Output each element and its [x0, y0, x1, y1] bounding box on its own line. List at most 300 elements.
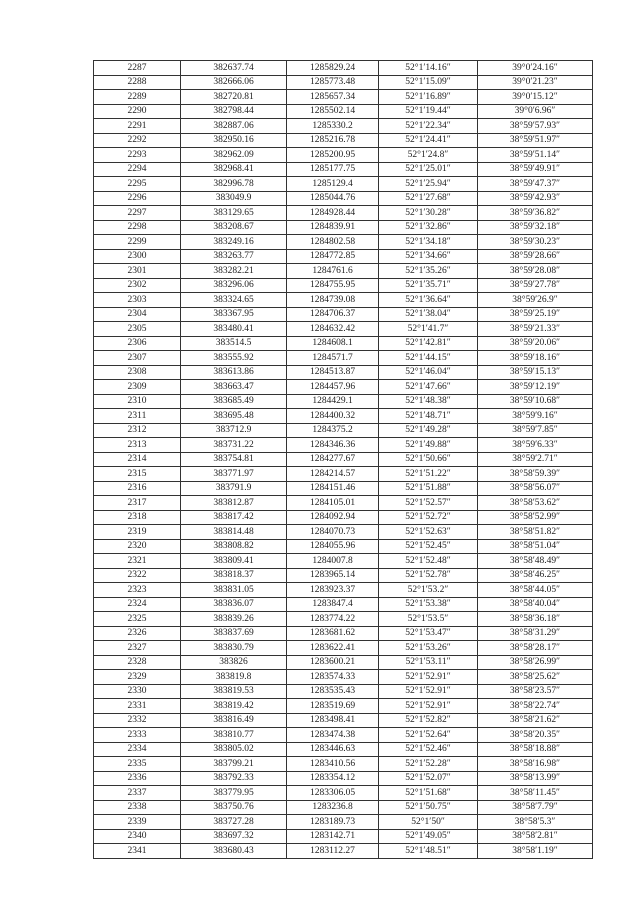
point-number-cell: 2327 — [94, 641, 181, 656]
latitude-cell: 52°1′53.47″ — [379, 626, 478, 641]
x-coordinate-cell: 383791.9 — [181, 481, 287, 496]
longitude-cell: 38°58′7.79″ — [478, 800, 593, 815]
latitude-cell: 52°1′24.8″ — [379, 148, 478, 163]
table-row — [94, 235, 593, 250]
coordinates-table — [93, 60, 593, 859]
table-row — [94, 133, 593, 148]
latitude-cell: 52°1′22.34″ — [379, 119, 478, 134]
y-coordinate-cell: 1283189.73 — [287, 815, 379, 830]
x-coordinate-cell: 383727.28 — [181, 815, 287, 830]
y-coordinate-cell: 1284151.46 — [287, 481, 379, 496]
latitude-cell: 52°1′51.88″ — [379, 481, 478, 496]
longitude-cell: 38°58′1.19″ — [478, 844, 593, 859]
latitude-cell: 52°1′36.64″ — [379, 293, 478, 308]
longitude-cell: 38°58′18.88″ — [478, 742, 593, 757]
longitude-cell: 38°58′16.98″ — [478, 757, 593, 772]
y-coordinate-cell: 1283446.63 — [287, 742, 379, 757]
table-row — [94, 467, 593, 482]
longitude-cell: 38°59′10.68″ — [478, 394, 593, 409]
longitude-cell: 38°59′18.16″ — [478, 351, 593, 366]
table-row — [94, 423, 593, 438]
table-row — [94, 336, 593, 351]
x-coordinate-cell: 383792.33 — [181, 771, 287, 786]
latitude-cell: 52°1′52.91″ — [379, 699, 478, 714]
latitude-cell: 52°1′50.75″ — [379, 800, 478, 815]
longitude-cell: 38°59′6.33″ — [478, 438, 593, 453]
y-coordinate-cell: 1285177.75 — [287, 162, 379, 177]
latitude-cell: 52°1′52.82″ — [379, 713, 478, 728]
table-row — [94, 670, 593, 685]
latitude-cell: 52°1′52.63″ — [379, 525, 478, 540]
latitude-cell: 52°1′48.71″ — [379, 409, 478, 424]
y-coordinate-cell: 1284928.44 — [287, 206, 379, 221]
longitude-cell: 38°59′36.82″ — [478, 206, 593, 221]
table-row — [94, 829, 593, 844]
table-row — [94, 655, 593, 670]
x-coordinate-cell: 383555.92 — [181, 351, 287, 366]
x-coordinate-cell: 383663.47 — [181, 380, 287, 395]
longitude-cell: 38°59′27.78″ — [478, 278, 593, 293]
point-number-cell: 2318 — [94, 510, 181, 525]
x-coordinate-cell: 383826 — [181, 655, 287, 670]
y-coordinate-cell: 1284706.37 — [287, 307, 379, 322]
y-coordinate-cell: 1283410.56 — [287, 757, 379, 772]
point-number-cell: 2309 — [94, 380, 181, 395]
point-number-cell: 2289 — [94, 90, 181, 105]
table-row — [94, 742, 593, 757]
x-coordinate-cell: 383324.65 — [181, 293, 287, 308]
x-coordinate-cell: 383809.41 — [181, 554, 287, 569]
y-coordinate-cell: 1284571.7 — [287, 351, 379, 366]
x-coordinate-cell: 382637.74 — [181, 61, 287, 76]
table-row — [94, 757, 593, 772]
x-coordinate-cell: 383805.02 — [181, 742, 287, 757]
point-number-cell: 2328 — [94, 655, 181, 670]
y-coordinate-cell: 1283142.71 — [287, 829, 379, 844]
y-coordinate-cell: 1284070.73 — [287, 525, 379, 540]
x-coordinate-cell: 383771.97 — [181, 467, 287, 482]
point-number-cell: 2310 — [94, 394, 181, 409]
point-number-cell: 2293 — [94, 148, 181, 163]
longitude-cell: 39°0′6.96″ — [478, 104, 593, 119]
latitude-cell: 52°1′15.09″ — [379, 75, 478, 90]
y-coordinate-cell: 1284055.96 — [287, 539, 379, 554]
point-number-cell: 2296 — [94, 191, 181, 206]
longitude-cell: 38°58′51.82″ — [478, 525, 593, 540]
latitude-cell: 52°1′46.04″ — [379, 365, 478, 380]
x-coordinate-cell: 383208.67 — [181, 220, 287, 235]
point-number-cell: 2308 — [94, 365, 181, 380]
table-row — [94, 612, 593, 627]
table-row — [94, 162, 593, 177]
table-row — [94, 264, 593, 279]
table-row — [94, 452, 593, 467]
x-coordinate-cell: 383836.07 — [181, 597, 287, 612]
latitude-cell: 52°1′52.46″ — [379, 742, 478, 757]
x-coordinate-cell: 383831.05 — [181, 583, 287, 598]
x-coordinate-cell: 383685.49 — [181, 394, 287, 409]
latitude-cell: 52°1′49.28″ — [379, 423, 478, 438]
longitude-cell: 39°0′15.12″ — [478, 90, 593, 105]
x-coordinate-cell: 383837.69 — [181, 626, 287, 641]
longitude-cell: 38°58′51.04″ — [478, 539, 593, 554]
latitude-cell: 52°1′34.18″ — [379, 235, 478, 250]
x-coordinate-cell: 383819.42 — [181, 699, 287, 714]
longitude-cell: 38°58′59.39″ — [478, 467, 593, 482]
longitude-cell: 38°58′44.05″ — [478, 583, 593, 598]
point-number-cell: 2317 — [94, 496, 181, 511]
latitude-cell: 52°1′35.26″ — [379, 264, 478, 279]
point-number-cell: 2305 — [94, 322, 181, 337]
y-coordinate-cell: 1284632.42 — [287, 322, 379, 337]
coordinates-table-body — [94, 61, 593, 859]
y-coordinate-cell: 1283519.69 — [287, 699, 379, 714]
table-row — [94, 148, 593, 163]
y-coordinate-cell: 1284105.01 — [287, 496, 379, 511]
y-coordinate-cell: 1284400.32 — [287, 409, 379, 424]
longitude-cell: 38°58′13.99″ — [478, 771, 593, 786]
x-coordinate-cell: 383249.16 — [181, 235, 287, 250]
longitude-cell: 38°58′48.49″ — [478, 554, 593, 569]
table-row — [94, 177, 593, 192]
y-coordinate-cell: 1283574.33 — [287, 670, 379, 685]
latitude-cell: 52°1′35.71″ — [379, 278, 478, 293]
y-coordinate-cell: 1285829.24 — [287, 61, 379, 76]
table-row — [94, 278, 593, 293]
table-row — [94, 728, 593, 743]
point-number-cell: 2307 — [94, 351, 181, 366]
latitude-cell: 52°1′52.07″ — [379, 771, 478, 786]
point-number-cell: 2295 — [94, 177, 181, 192]
table-row — [94, 322, 593, 337]
y-coordinate-cell: 1285330.2 — [287, 119, 379, 134]
x-coordinate-cell: 382968.41 — [181, 162, 287, 177]
x-coordinate-cell: 383810.77 — [181, 728, 287, 743]
y-coordinate-cell: 1283622.41 — [287, 641, 379, 656]
table-row — [94, 61, 593, 76]
y-coordinate-cell: 1284457.96 — [287, 380, 379, 395]
x-coordinate-cell: 383814.48 — [181, 525, 287, 540]
x-coordinate-cell: 383779.95 — [181, 786, 287, 801]
latitude-cell: 52°1′50.66″ — [379, 452, 478, 467]
point-number-cell: 2323 — [94, 583, 181, 598]
x-coordinate-cell: 383819.8 — [181, 670, 287, 685]
table-row — [94, 626, 593, 641]
longitude-cell: 38°58′23.57″ — [478, 684, 593, 699]
table-row — [94, 641, 593, 656]
y-coordinate-cell: 1283535.43 — [287, 684, 379, 699]
point-number-cell: 2333 — [94, 728, 181, 743]
table-row — [94, 351, 593, 366]
x-coordinate-cell: 383613.86 — [181, 365, 287, 380]
x-coordinate-cell: 383697.32 — [181, 829, 287, 844]
longitude-cell: 38°58′53.62″ — [478, 496, 593, 511]
point-number-cell: 2319 — [94, 525, 181, 540]
y-coordinate-cell: 1285200.95 — [287, 148, 379, 163]
table-row — [94, 539, 593, 554]
x-coordinate-cell: 383129.65 — [181, 206, 287, 221]
point-number-cell: 2316 — [94, 481, 181, 496]
latitude-cell: 52°1′25.01″ — [379, 162, 478, 177]
point-number-cell: 2314 — [94, 452, 181, 467]
latitude-cell: 52°1′53.38″ — [379, 597, 478, 612]
longitude-cell: 38°59′28.08″ — [478, 264, 593, 279]
x-coordinate-cell: 383731.22 — [181, 438, 287, 453]
longitude-cell: 38°58′36.18″ — [478, 612, 593, 627]
table-row — [94, 90, 593, 105]
longitude-cell: 38°59′30.23″ — [478, 235, 593, 250]
latitude-cell: 52°1′52.78″ — [379, 568, 478, 583]
latitude-cell: 52°1′44.15″ — [379, 351, 478, 366]
latitude-cell: 52°1′27.68″ — [379, 191, 478, 206]
table-row — [94, 496, 593, 511]
y-coordinate-cell: 1284214.57 — [287, 467, 379, 482]
longitude-cell: 38°59′15.13″ — [478, 365, 593, 380]
point-number-cell: 2324 — [94, 597, 181, 612]
table-row — [94, 206, 593, 221]
x-coordinate-cell: 383263.77 — [181, 249, 287, 264]
y-coordinate-cell: 1284513.87 — [287, 365, 379, 380]
y-coordinate-cell: 1285773.48 — [287, 75, 379, 90]
longitude-cell: 38°58′5.3″ — [478, 815, 593, 830]
latitude-cell: 52°1′42.81″ — [379, 336, 478, 351]
x-coordinate-cell: 383367.95 — [181, 307, 287, 322]
point-number-cell: 2301 — [94, 264, 181, 279]
point-number-cell: 2325 — [94, 612, 181, 627]
x-coordinate-cell: 383514.5 — [181, 336, 287, 351]
longitude-cell: 39°0′21.23″ — [478, 75, 593, 90]
point-number-cell: 2320 — [94, 539, 181, 554]
y-coordinate-cell: 1285216.78 — [287, 133, 379, 148]
longitude-cell: 38°59′25.19″ — [478, 307, 593, 322]
longitude-cell: 38°59′51.14″ — [478, 148, 593, 163]
table-row — [94, 844, 593, 859]
latitude-cell: 52°1′41.7″ — [379, 322, 478, 337]
latitude-cell: 52°1′14.16″ — [379, 61, 478, 76]
table-row — [94, 438, 593, 453]
x-coordinate-cell: 383819.53 — [181, 684, 287, 699]
y-coordinate-cell: 1285657.34 — [287, 90, 379, 105]
longitude-cell: 38°58′31.29″ — [478, 626, 593, 641]
latitude-cell: 52°1′52.45″ — [379, 539, 478, 554]
latitude-cell: 52°1′48.38″ — [379, 394, 478, 409]
longitude-cell: 38°59′42.93″ — [478, 191, 593, 206]
table-row — [94, 293, 593, 308]
table-row — [94, 786, 593, 801]
point-number-cell: 2332 — [94, 713, 181, 728]
table-row — [94, 307, 593, 322]
table-row — [94, 684, 593, 699]
y-coordinate-cell: 1283354.12 — [287, 771, 379, 786]
latitude-cell: 52°1′34.66″ — [379, 249, 478, 264]
x-coordinate-cell: 383830.79 — [181, 641, 287, 656]
longitude-cell: 38°58′46.25″ — [478, 568, 593, 583]
x-coordinate-cell: 382962.09 — [181, 148, 287, 163]
y-coordinate-cell: 1285044.76 — [287, 191, 379, 206]
y-coordinate-cell: 1284739.08 — [287, 293, 379, 308]
longitude-cell: 38°59′12.19″ — [478, 380, 593, 395]
latitude-cell: 52°1′52.72″ — [379, 510, 478, 525]
longitude-cell: 38°59′57.93″ — [478, 119, 593, 134]
longitude-cell: 39°0′24.16″ — [478, 61, 593, 76]
x-coordinate-cell: 383754.81 — [181, 452, 287, 467]
y-coordinate-cell: 1284277.67 — [287, 452, 379, 467]
x-coordinate-cell: 382720.81 — [181, 90, 287, 105]
latitude-cell: 52°1′19.44″ — [379, 104, 478, 119]
longitude-cell: 38°59′20.06″ — [478, 336, 593, 351]
y-coordinate-cell: 1283774.22 — [287, 612, 379, 627]
latitude-cell: 52°1′32.86″ — [379, 220, 478, 235]
longitude-cell: 38°59′2.71″ — [478, 452, 593, 467]
table-row — [94, 365, 593, 380]
latitude-cell: 52°1′49.88″ — [379, 438, 478, 453]
point-number-cell: 2336 — [94, 771, 181, 786]
x-coordinate-cell: 382798.44 — [181, 104, 287, 119]
y-coordinate-cell: 1283112.27 — [287, 844, 379, 859]
longitude-cell: 38°59′9.16″ — [478, 409, 593, 424]
x-coordinate-cell: 383680.43 — [181, 844, 287, 859]
longitude-cell: 38°58′52.99″ — [478, 510, 593, 525]
point-number-cell: 2338 — [94, 800, 181, 815]
point-number-cell: 2312 — [94, 423, 181, 438]
point-number-cell: 2303 — [94, 293, 181, 308]
x-coordinate-cell: 383818.37 — [181, 568, 287, 583]
longitude-cell: 38°58′21.62″ — [478, 713, 593, 728]
x-coordinate-cell: 382887.06 — [181, 119, 287, 134]
latitude-cell: 52°1′25.94″ — [379, 177, 478, 192]
y-coordinate-cell: 1284839.91 — [287, 220, 379, 235]
y-coordinate-cell: 1284007.8 — [287, 554, 379, 569]
point-number-cell: 2297 — [94, 206, 181, 221]
x-coordinate-cell: 383808.82 — [181, 539, 287, 554]
latitude-cell: 52°1′52.64″ — [379, 728, 478, 743]
y-coordinate-cell: 1283600.21 — [287, 655, 379, 670]
table-row — [94, 409, 593, 424]
y-coordinate-cell: 1283965.14 — [287, 568, 379, 583]
point-number-cell: 2302 — [94, 278, 181, 293]
point-number-cell: 2322 — [94, 568, 181, 583]
table-row — [94, 815, 593, 830]
point-number-cell: 2315 — [94, 467, 181, 482]
latitude-cell: 52°1′51.68″ — [379, 786, 478, 801]
point-number-cell: 2337 — [94, 786, 181, 801]
longitude-cell: 38°58′2.81″ — [478, 829, 593, 844]
point-number-cell: 2326 — [94, 626, 181, 641]
point-number-cell: 2334 — [94, 742, 181, 757]
longitude-cell: 38°59′28.66″ — [478, 249, 593, 264]
latitude-cell: 52°1′24.41″ — [379, 133, 478, 148]
y-coordinate-cell: 1284761.6 — [287, 264, 379, 279]
point-number-cell: 2335 — [94, 757, 181, 772]
point-number-cell: 2304 — [94, 307, 181, 322]
longitude-cell: 38°58′25.62″ — [478, 670, 593, 685]
table-row — [94, 713, 593, 728]
y-coordinate-cell: 1285502.14 — [287, 104, 379, 119]
x-coordinate-cell: 383480.41 — [181, 322, 287, 337]
table-row — [94, 510, 593, 525]
longitude-cell: 38°58′26.99″ — [478, 655, 593, 670]
point-number-cell: 2306 — [94, 336, 181, 351]
longitude-cell: 38°59′7.85″ — [478, 423, 593, 438]
table-row — [94, 394, 593, 409]
longitude-cell: 38°59′21.33″ — [478, 322, 593, 337]
longitude-cell: 38°59′51.97″ — [478, 133, 593, 148]
table-row — [94, 554, 593, 569]
point-number-cell: 2340 — [94, 829, 181, 844]
y-coordinate-cell: 1284608.1 — [287, 336, 379, 351]
latitude-cell: 52°1′53.26″ — [379, 641, 478, 656]
table-row — [94, 568, 593, 583]
longitude-cell: 38°59′47.37″ — [478, 177, 593, 192]
latitude-cell: 52°1′48.51″ — [379, 844, 478, 859]
latitude-cell: 52°1′53.5″ — [379, 612, 478, 627]
point-number-cell: 2299 — [94, 235, 181, 250]
y-coordinate-cell: 1283498.41 — [287, 713, 379, 728]
y-coordinate-cell: 1283681.62 — [287, 626, 379, 641]
longitude-cell: 38°59′32.18″ — [478, 220, 593, 235]
longitude-cell: 38°58′11.45″ — [478, 786, 593, 801]
point-number-cell: 2300 — [94, 249, 181, 264]
y-coordinate-cell: 1284092.94 — [287, 510, 379, 525]
x-coordinate-cell: 383839.26 — [181, 612, 287, 627]
longitude-cell: 38°59′26.9″ — [478, 293, 593, 308]
table-row — [94, 119, 593, 134]
longitude-cell: 38°59′49.91″ — [478, 162, 593, 177]
x-coordinate-cell: 383049.9 — [181, 191, 287, 206]
latitude-cell: 52°1′53.2″ — [379, 583, 478, 598]
table-row — [94, 481, 593, 496]
y-coordinate-cell: 1283474.38 — [287, 728, 379, 743]
x-coordinate-cell: 383296.06 — [181, 278, 287, 293]
longitude-cell: 38°58′22.74″ — [478, 699, 593, 714]
table-row — [94, 220, 593, 235]
table-row — [94, 771, 593, 786]
point-number-cell: 2330 — [94, 684, 181, 699]
x-coordinate-cell: 383817.42 — [181, 510, 287, 525]
latitude-cell: 52°1′52.91″ — [379, 670, 478, 685]
y-coordinate-cell: 1283236.8 — [287, 800, 379, 815]
latitude-cell: 52°1′16.89″ — [379, 90, 478, 105]
x-coordinate-cell: 382666.06 — [181, 75, 287, 90]
point-number-cell: 2288 — [94, 75, 181, 90]
latitude-cell: 52°1′51.22″ — [379, 467, 478, 482]
point-number-cell: 2287 — [94, 61, 181, 76]
latitude-cell: 52°1′49.05″ — [379, 829, 478, 844]
table-row — [94, 104, 593, 119]
longitude-cell: 38°58′28.17″ — [478, 641, 593, 656]
point-number-cell: 2331 — [94, 699, 181, 714]
latitude-cell: 52°1′52.28″ — [379, 757, 478, 772]
point-number-cell: 2341 — [94, 844, 181, 859]
x-coordinate-cell: 383282.21 — [181, 264, 287, 279]
latitude-cell: 52°1′30.28″ — [379, 206, 478, 221]
point-number-cell: 2290 — [94, 104, 181, 119]
y-coordinate-cell: 1285129.4 — [287, 177, 379, 192]
latitude-cell: 52°1′38.04″ — [379, 307, 478, 322]
latitude-cell: 52°1′52.48″ — [379, 554, 478, 569]
latitude-cell: 52°1′52.91″ — [379, 684, 478, 699]
table-row — [94, 699, 593, 714]
table-row — [94, 597, 593, 612]
point-number-cell: 2298 — [94, 220, 181, 235]
x-coordinate-cell: 383712.9 — [181, 423, 287, 438]
x-coordinate-cell: 383799.21 — [181, 757, 287, 772]
x-coordinate-cell: 383750.76 — [181, 800, 287, 815]
latitude-cell: 52°1′50″ — [379, 815, 478, 830]
table-row — [94, 191, 593, 206]
latitude-cell: 52°1′47.66″ — [379, 380, 478, 395]
longitude-cell: 38°58′40.04″ — [478, 597, 593, 612]
